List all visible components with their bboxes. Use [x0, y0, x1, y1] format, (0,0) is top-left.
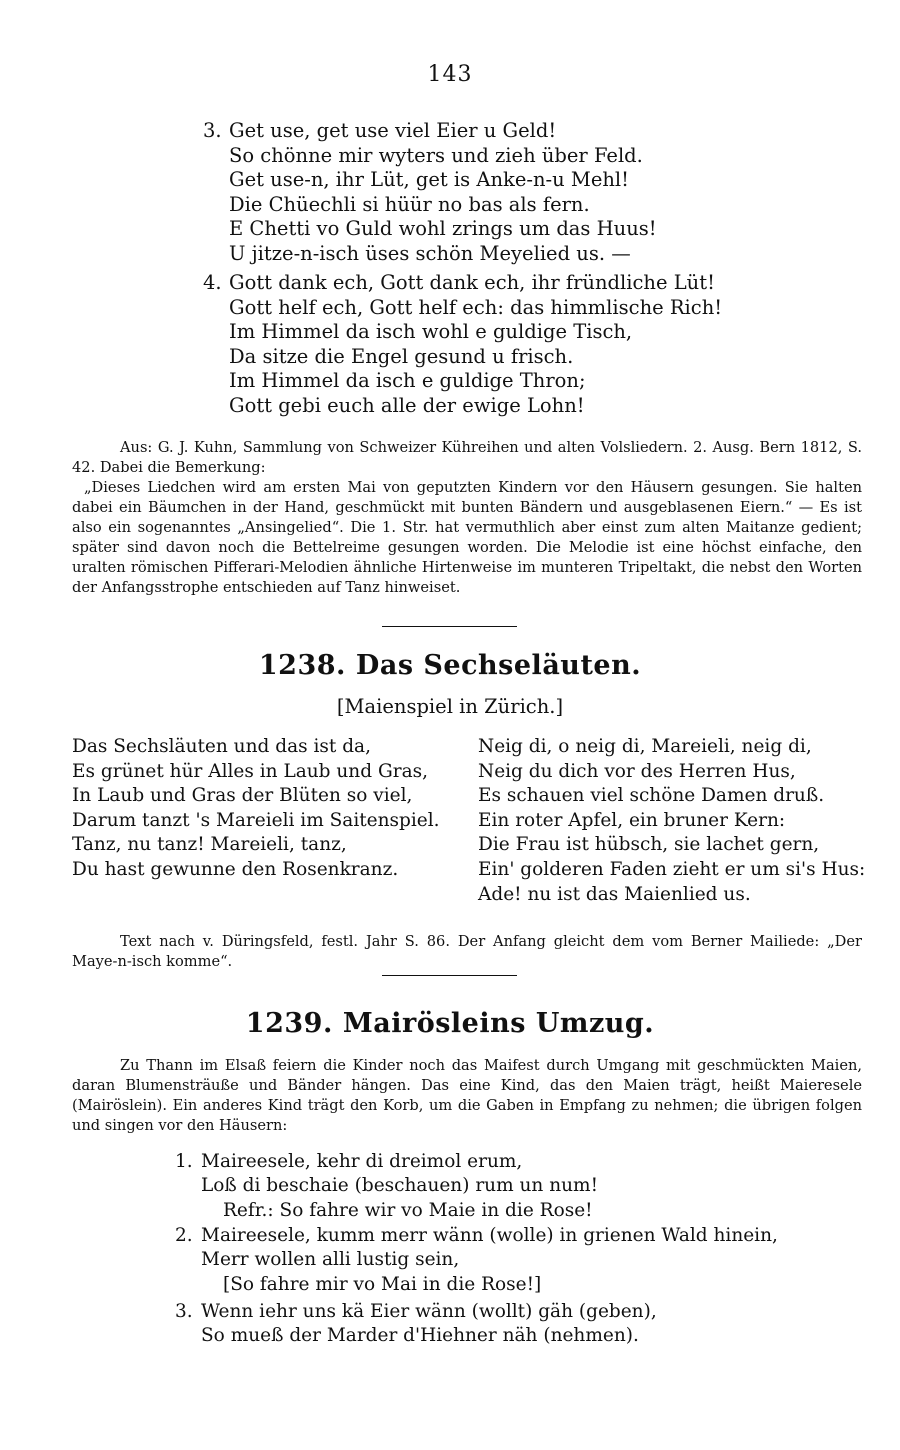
verse-line: Im Himmel da isch wohl e guldige Tisch,: [229, 320, 633, 343]
verse-refrain: [So fahre mir vo Mai in die Rose!]: [223, 1273, 542, 1295]
verse-4: [203, 271, 722, 418]
poem-line: Darum tanzt 's Mareieli im Saitenspiel.: [72, 809, 440, 831]
poem-left-column: [72, 735, 440, 883]
poem-line: Du hast gewunne den Rosenkranz.: [72, 858, 399, 880]
poem-line: Das Sechsläuten und das ist da,: [72, 736, 371, 757]
poem-line: Es schauen viel schöne Damen druß.: [478, 785, 825, 807]
verse-2: [175, 1224, 778, 1297]
verse-3: [203, 119, 657, 266]
section-heading-1239: [0, 1008, 900, 1039]
verse-line: Gott helf ech, Gott helf ech: das himmlische Rich!: [229, 295, 723, 319]
verse-line: Im Himmel da isch e guldige Thron;: [229, 369, 586, 392]
source-note: [72, 438, 862, 598]
section-number: 1238.: [258, 650, 346, 681]
poem-line: In Laub und Gras der Blüten so viel,: [72, 785, 413, 807]
section-divider: [382, 975, 517, 976]
poem-right-column: [478, 735, 865, 907]
section-title: Das Sechseläuten.: [355, 650, 642, 681]
verse-line: Die Chüechli si hüür no bas als fern.: [229, 192, 590, 216]
section-number: 1239.: [245, 1008, 333, 1039]
poem-line: Ade! nu ist das Maienlied us.: [478, 883, 751, 905]
section-divider: [382, 626, 517, 627]
verse-line: Get use-n, ihr Lüt, get is Anke-n-u Mehl!: [229, 168, 629, 191]
poem-line: Die Frau ist hübsch, sie lachet gern,: [478, 834, 820, 856]
source-citation: Aus: G. J. Kuhn, Sammlung von Schweizer Kühreihen und alten Volsliedern. 2. Ausg. Bern 1812, S. 42. Dabei die Bemerkung:: [72, 439, 862, 476]
verse-number: 3.: [203, 119, 222, 142]
section-heading-1238: [0, 650, 900, 681]
verse-line: 3. Wenn iehr uns kä Eier wänn (wollt) gäh (geben),: [175, 1300, 657, 1324]
section-subtitle: [Maienspiel in Zürich.]: [336, 695, 564, 718]
poem-line: Es grünet hür Alles in Laub und Gras,: [72, 760, 428, 782]
verse-line: Merr wollen alli lustig sein,: [201, 1249, 460, 1271]
poem-line: Ein roter Apfel, ein bruner Kern:: [478, 809, 786, 831]
section-intro: Zu Thann im Elsaß feiern die Kinder noch das Maifest durch Umgang mit geschmückten Maien, daran Blumensträuße und Bänder hängen. Das eine Kind, das den Maien trägt, heißt Maieresele (Mairöslein). Ein anderes Kind trägt den Korb, um die Gaben in Empfang zu nehmen; die übrigen folgen und singen vor den Häusern:: [72, 1057, 862, 1134]
verse-line: Gott gebi euch alle der ewige Lohn!: [229, 393, 585, 417]
verse-line: 2. Maireesele, kumm merr wänn (wolle) in grienen Wald hinein,: [175, 1224, 778, 1248]
verse-line: 3. Get use, get use viel Eier u Geld!: [203, 119, 557, 142]
verse-line: U jitze-n-isch üses schön Meyelied us. —: [229, 241, 631, 265]
poem-line: Neig du dich vor des Herren Hus,: [478, 760, 796, 782]
source-remark: „Dieses Liedchen wird am ersten Mai von geputzten Kindern vor den Häusern gesungen. Sie halten dabei ein Bäumchen in der Hand, geschmückt mit bunten Bändern und ausgeblasenen Eiern.“ — Es ist also ein sogenanntes „Ansingelied“. Die 1. Str. hat vermuthlich aber einst zum alten Maitanze gedient; später sind davon noch die Bettelreime gesungen worden. Die Melodie ist eine höchst einfache, den uralten römischen Pifferari-Melodien ähnliche Hirtenweise im munteren Tripeltakt, die nebst den Worten der Anfangsstrophe entschieden auf Tanz hinweiset.: [72, 479, 862, 596]
verse-line: So mueß der Marder d'Hiehner näh (nehmen).: [201, 1325, 639, 1347]
verse-line: E Chetti vo Guld wohl zrings um das Huus!: [229, 217, 657, 240]
verse-number: 3.: [175, 1301, 193, 1322]
verse-line: Loß di beschaie (beschauen) rum un num!: [201, 1175, 599, 1197]
verse-line: Da sitze die Engel gesund u frisch.: [229, 344, 574, 368]
poem-line: Ein' golderen Faden zieht er um si's Hus:: [478, 858, 866, 880]
verse-number: 4.: [203, 271, 222, 294]
section-title: Mairösleins Umzug.: [342, 1008, 655, 1039]
poem-line: Tanz, nu tanz! Mareieli, tanz,: [72, 834, 347, 856]
poem-line: Neig di, o neig di, Mareieli, neig di,: [478, 736, 812, 757]
verse-line: So chönne mir wyters und zieh über Feld.: [229, 143, 643, 167]
verse-refrain: Refr.: So fahre wir vo Maie in die Rose!: [223, 1199, 593, 1221]
verse-line: 4. Gott dank ech, Gott dank ech, ihr fründliche Lüt!: [203, 271, 715, 294]
verse-3-1239: [175, 1300, 657, 1349]
text-reference-note: Text nach v. Düringsfeld, festl. Jahr S. 86. Der Anfang gleicht dem vom Berner Mailiede: „Der Maye-n-isch komme“.: [72, 933, 862, 970]
verse-number: 2.: [175, 1225, 193, 1246]
verse-line: 1. Maireesele, kehr di dreimol erum,: [175, 1150, 598, 1174]
verse-number: 1.: [175, 1151, 193, 1172]
verse-1: [175, 1150, 598, 1223]
page-number: 143: [427, 62, 473, 87]
